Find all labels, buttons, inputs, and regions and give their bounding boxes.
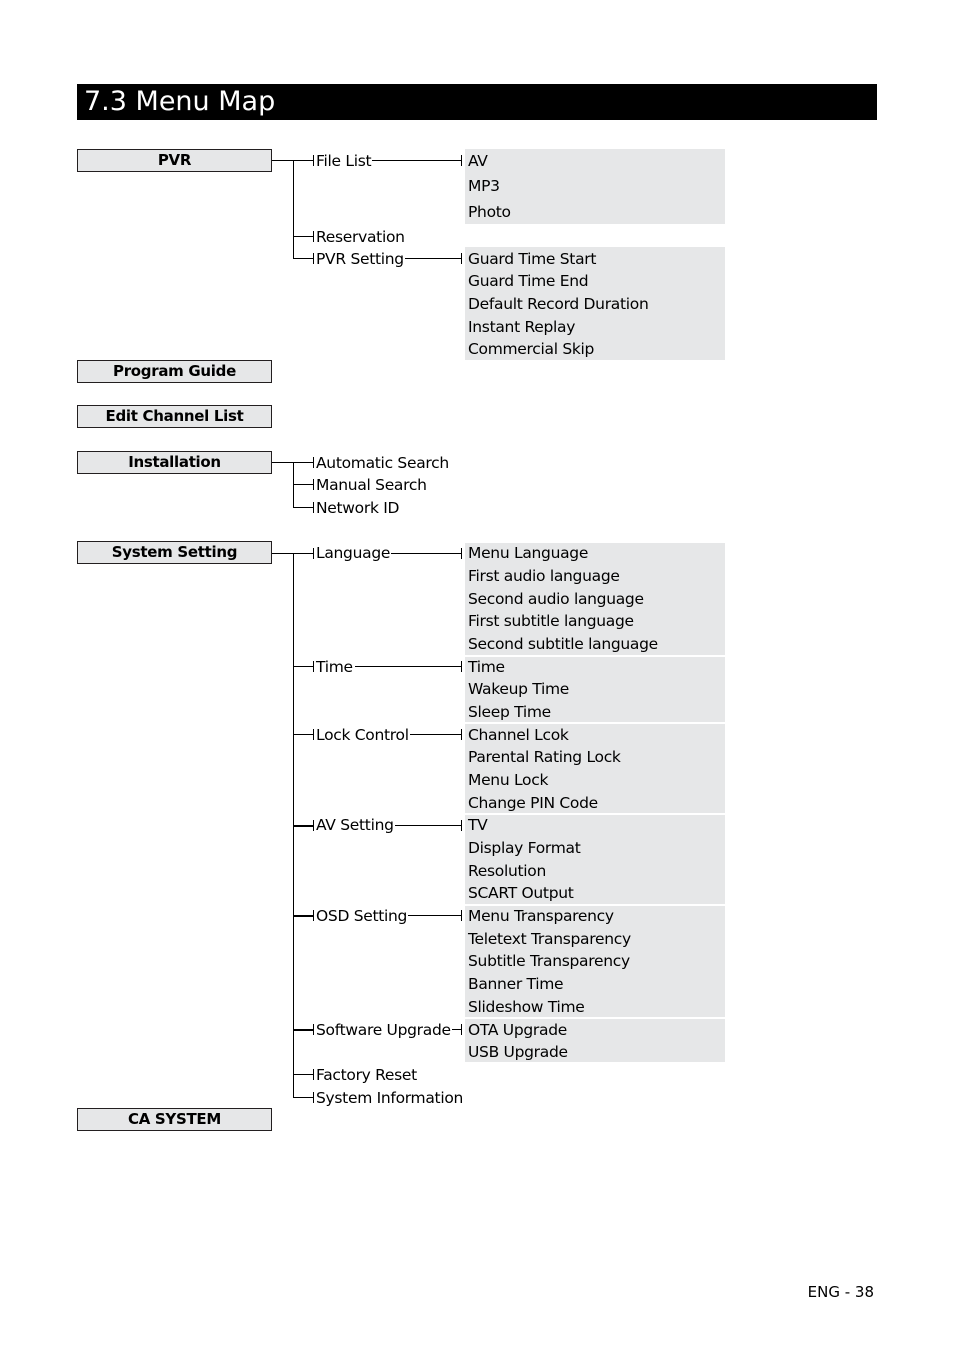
option-first-audio-language: First audio language — [468, 567, 620, 585]
option-commercial-skip: Commercial Skip — [468, 340, 595, 358]
option-resolution: Resolution — [468, 862, 546, 880]
submenu-manual-search: Manual Search — [316, 476, 427, 494]
option-menu-lock: Menu Lock — [468, 771, 549, 789]
option-menu-language: Menu Language — [468, 544, 589, 562]
submenu-language: Language — [316, 544, 391, 562]
option-usb-upgrade: USB Upgrade — [468, 1043, 568, 1061]
menu-program-guide: Program Guide — [77, 360, 272, 383]
option-scart-output: SCART Output — [468, 884, 574, 902]
option-sleep-time: Sleep Time — [468, 703, 551, 721]
menu-installation: Installation — [77, 451, 272, 474]
menu-edit-channel-list: Edit Channel List — [77, 405, 272, 428]
option-av: AV — [468, 152, 488, 170]
menu-system-setting: System Setting — [77, 541, 272, 564]
option-instant-replay: Instant Replay — [468, 318, 576, 336]
submenu-file-list: File List — [316, 152, 372, 170]
menu-pvr: PVR — [77, 149, 272, 172]
submenu-software-upgrade: Software Upgrade — [316, 1021, 451, 1039]
option-teletext-transparency: Teletext Transparency — [468, 930, 631, 948]
section-title-bar — [77, 84, 877, 120]
option-mp3: MP3 — [468, 177, 500, 195]
option-second-audio-language: Second audio language — [468, 590, 644, 608]
submenu-lock-control: Lock Control — [316, 726, 409, 744]
submenu-av-setting: AV Setting — [316, 816, 394, 834]
option-change-pin-code: Change PIN Code — [468, 794, 598, 812]
option-tv: TV — [468, 816, 488, 834]
page-number: ENG - 38 — [807, 1283, 874, 1301]
option-display-format: Display Format — [468, 839, 581, 857]
option-slideshow-time: Slideshow Time — [468, 998, 585, 1016]
option-second-subtitle-language: Second subtitle language — [468, 635, 658, 653]
submenu-time: Time — [316, 658, 353, 676]
submenu-automatic-search: Automatic Search — [316, 454, 449, 472]
option-photo: Photo — [468, 203, 511, 221]
menu-ca-system: CA SYSTEM — [77, 1108, 272, 1131]
option-channel-lock: Channel Lcok — [468, 726, 569, 744]
submenu-reservation: Reservation — [316, 228, 405, 246]
option-menu-transparency: Menu Transparency — [468, 907, 614, 925]
option-parental-rating-lock: Parental Rating Lock — [468, 748, 621, 766]
option-guard-time-start: Guard Time Start — [468, 250, 597, 268]
submenu-osd-setting: OSD Setting — [316, 907, 408, 925]
option-ota-upgrade: OTA Upgrade — [468, 1021, 567, 1039]
option-banner-time: Banner Time — [468, 975, 564, 993]
submenu-pvr-setting: PVR Setting — [316, 250, 404, 268]
option-subtitle-transparency: Subtitle Transparency — [468, 952, 630, 970]
option-time: Time — [468, 658, 505, 676]
option-guard-time-end: Guard Time End — [468, 272, 589, 290]
submenu-network-id: Network ID — [316, 499, 400, 517]
page-title: 7.3 Menu Map — [84, 86, 276, 117]
option-default-record-duration: Default Record Duration — [468, 295, 649, 313]
option-first-subtitle-language: First subtitle language — [468, 612, 634, 630]
submenu-factory-reset: Factory Reset — [316, 1066, 417, 1084]
submenu-system-information: System Information — [316, 1089, 464, 1107]
option-wakeup-time: Wakeup Time — [468, 680, 570, 698]
